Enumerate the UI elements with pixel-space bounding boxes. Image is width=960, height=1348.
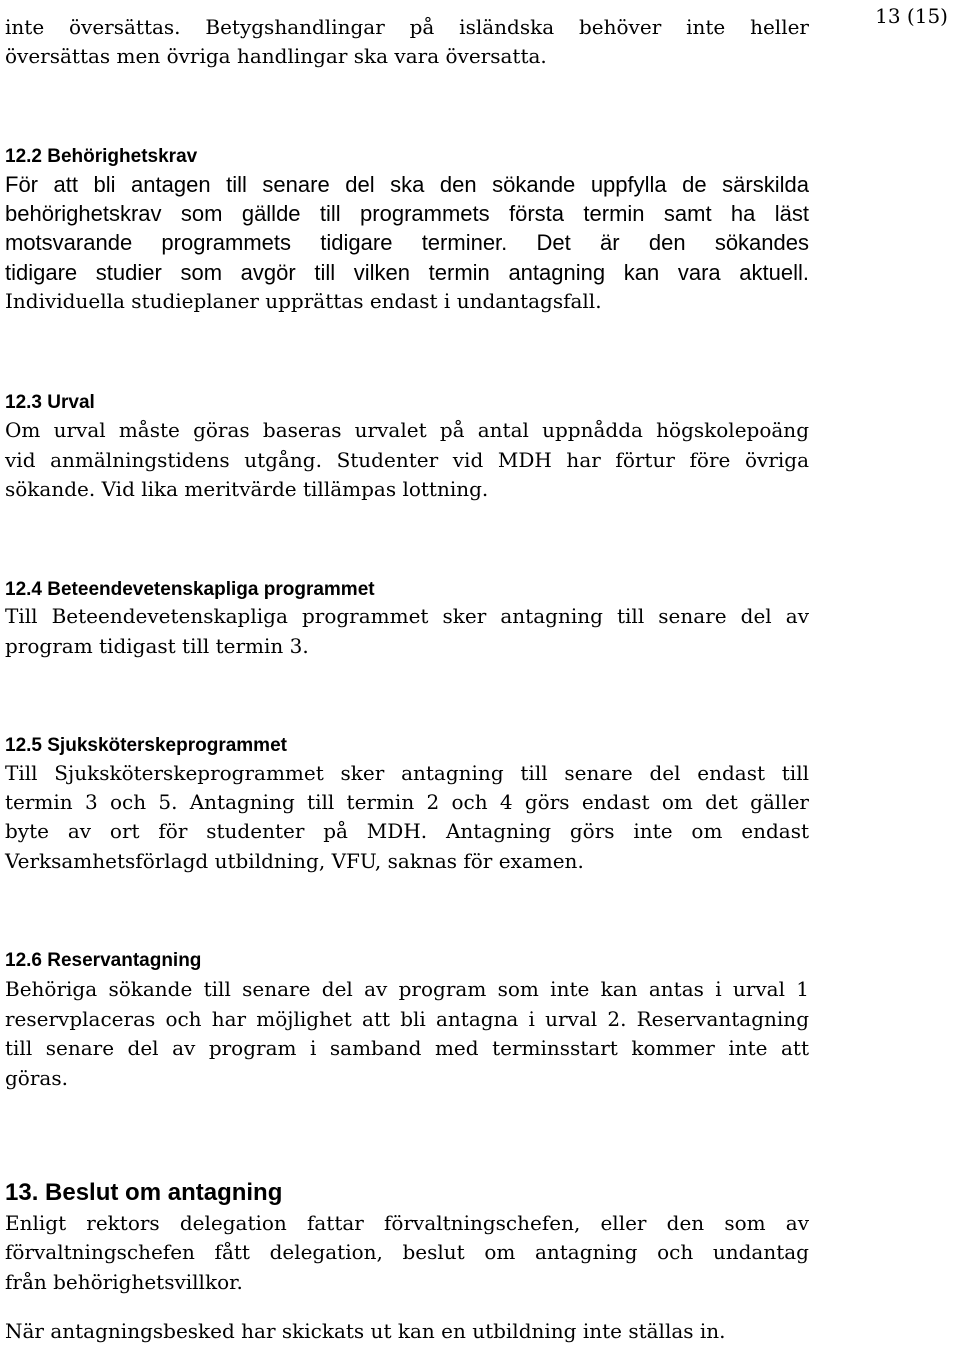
text-line: Om urval måste göras baseras urvalet på antal uppnådda högskolepoäng	[5, 418, 809, 442]
text-line: Enligt rektors delegation fattar förvaltningschefen, eller den som av	[5, 1211, 809, 1235]
section-heading: 12.4 Beteendevetenskapliga programmet	[5, 579, 375, 600]
text-line: reservplaceras och har möjlighet att bli antagna i urval 2. Reservantagning	[5, 1007, 809, 1031]
text-line: För att bli antagen till senare del ska den sökande uppfylla de särskilda	[5, 172, 809, 197]
text-line: till senare del av program i samband med terminsstart kommer inte att	[5, 1036, 809, 1060]
text-line: översättas men övriga handlingar ska vara översatta.	[5, 44, 547, 68]
section-heading: 13. Beslut om antagning	[5, 1179, 283, 1206]
final-paragraph: När antagningsbesked har skickats ut kan en utbildning inte ställas in.	[5, 1319, 726, 1343]
page-number: 13 (15)	[875, 4, 948, 28]
text-line: inte översättas. Betygshandlingar på isländska behöver inte heller	[5, 15, 809, 39]
text-line: förvaltningschefen fått delegation, beslut om antagning och undantag	[5, 1240, 809, 1264]
section-heading: 12.3 Urval	[5, 392, 95, 413]
text-line: vid anmälningstidens utgång. Studenter vid MDH har förtur före övriga	[5, 448, 809, 472]
text-line: sökande. Vid lika meritvärde tillämpas lottning.	[5, 477, 489, 501]
text-line: Till Beteendevetenskapliga programmet sker antagning till senare del av	[5, 604, 809, 628]
section-heading: 12.2 Behörighetskrav	[5, 146, 198, 167]
text-line: behörighetskrav som gällde till programmets första termin samt ha läst	[5, 201, 809, 226]
text-line: tidigare studier som avgör till vilken termin antagning kan vara aktuell.	[5, 260, 809, 285]
section-heading: 12.6 Reservantagning	[5, 950, 202, 971]
text-line: Behöriga sökande till senare del av program som inte kan antas i urval 1	[5, 977, 809, 1001]
text-line: göras.	[5, 1066, 68, 1090]
text-line: program tidigast till termin 3.	[5, 634, 309, 658]
text-line: Individuella studieplaner upprättas endast i undantagsfall.	[5, 289, 602, 313]
text-line: Till Sjuksköterskeprogrammet sker antagning till senare del endast till	[5, 761, 809, 785]
text-line: byte av ort för studenter på MDH. Antagning görs inte om endast	[5, 819, 809, 843]
text-line: från behörighetsvillkor.	[5, 1270, 243, 1294]
text-line: Verksamhetsförlagd utbildning, VFU, saknas för examen.	[5, 849, 584, 873]
text-line: motsvarande programmets tidigare terminer. Det är den sökandes	[5, 230, 809, 255]
text-line: termin 3 och 5. Antagning till termin 2 och 4 görs endast om det gäller	[5, 790, 809, 814]
section-heading: 12.5 Sjuksköterskeprogrammet	[5, 735, 287, 756]
